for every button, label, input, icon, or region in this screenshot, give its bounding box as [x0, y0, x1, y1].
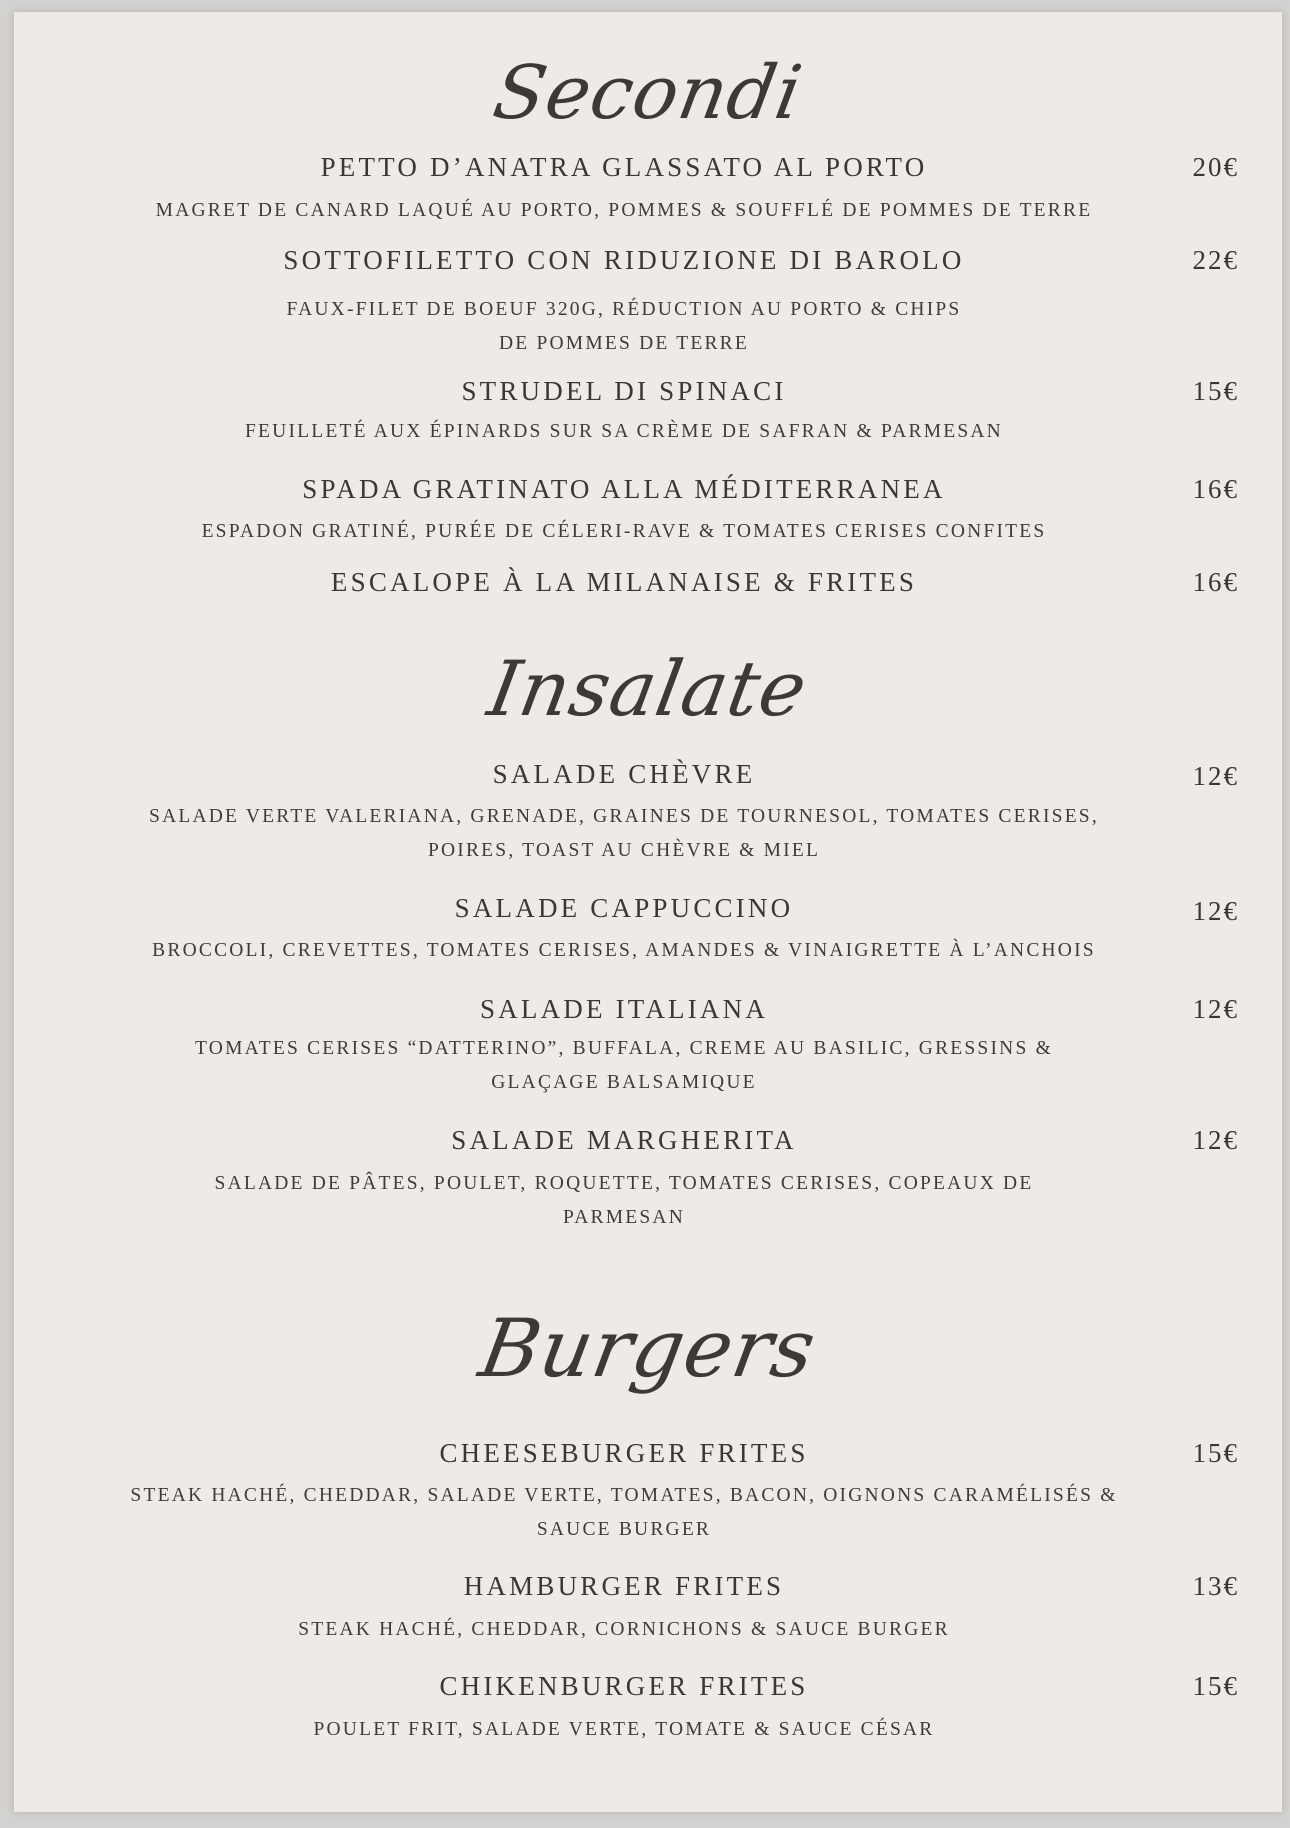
menu-item-price: 12€	[1192, 994, 1239, 1024]
menu-item-description: STEAK HACHÉ, CHEDDAR, SALADE VERTE, TOMATES, BACON, OIGNONS CARAMÉLISÉS & SAUCE BURGER	[130, 1485, 1118, 1540]
menu-page	[14, 12, 1282, 1812]
menu-item-description: FAUX-FILET DE BOEUF 320G, RÉDUCTION AU PORTO & CHIPS DE POMMES DE TERRE	[286, 299, 962, 354]
menu-item-price: 12€	[1192, 1125, 1239, 1155]
menu-item-price: 22€	[1192, 245, 1239, 275]
menu-item-name: SOTTOFILETTO CON RIDUZIONE DI BAROLO	[283, 245, 965, 275]
menu-item-name: SALADE MARGHERITA	[451, 1125, 797, 1155]
menu-item-price: 12€	[1192, 761, 1239, 791]
menu-item-description: FEUILLETÉ AUX ÉPINARDS SUR SA CRÈME DE SAFRAN & PARMESAN	[245, 421, 1003, 442]
menu-item-name: ESCALOPE À LA MILANAISE & FRITES	[330, 567, 918, 597]
menu-item-description: POULET FRIT, SALADE VERTE, TOMATE & SAUCE CÉSAR	[313, 1719, 935, 1740]
menu-item-name: SALADE CAPPUCCINO	[454, 893, 794, 923]
menu-item-description: TOMATES CERISES “DATTERINO”, BUFFALA, CREME AU BASILIC, GRESSINS & GLAÇAGE BALSAMIQUE	[195, 1038, 1053, 1093]
menu-item-price: 16€	[1192, 474, 1239, 504]
menu-item-price: 20€	[1192, 152, 1239, 182]
menu-item-price: 16€	[1192, 567, 1239, 597]
menu-item-name: SALADE CHÈVRE	[492, 759, 756, 789]
menu-item-price: 12€	[1192, 896, 1239, 926]
menu-item-price: 13€	[1192, 1571, 1239, 1601]
menu-item-description: STEAK HACHÉ, CHEDDAR, CORNICHONS & SAUCE BURGER	[298, 1619, 950, 1640]
menu-item-name: SPADA GRATINATO ALLA MÉDITERRANEA	[302, 474, 946, 504]
menu-item-description: BROCCOLI, CREVETTES, TOMATES CERISES, AMANDES & VINAIGRETTE À L’ANCHOIS	[152, 940, 1096, 961]
menu-item-name: CHEESEBURGER FRITES	[439, 1438, 809, 1468]
section-title-insalate: Insalate	[481, 644, 815, 733]
menu-item-name: CHIKENBURGER FRITES	[439, 1671, 809, 1701]
menu-item-name: SALADE ITALIANA	[479, 994, 769, 1024]
menu-item-description: SALADE DE PÂTES, POULET, ROQUETTE, TOMATES CERISES, COPEAUX DE PARMESAN	[214, 1173, 1034, 1228]
menu-item-name: PETTO D’ANATRA GLASSATO AL PORTO	[320, 152, 928, 182]
section-title-burgers: Burgers	[473, 1302, 823, 1395]
menu-item-description: SALADE VERTE VALERIANA, GRENADE, GRAINES DE TOURNESOL, TOMATES CERISES, POIRES, TOAST AU CHÈVRE & MIEL	[149, 806, 1099, 861]
menu-item-description: ESPADON GRATINÉ, PURÉE DE CÉLERI-RAVE & TOMATES CERISES CONFITES	[201, 521, 1047, 542]
menu-item-name: HAMBURGER FRITES	[463, 1571, 785, 1601]
menu-item-price: 15€	[1192, 1671, 1239, 1701]
section-title-secondi: Secondi	[487, 50, 809, 136]
menu-item-description: MAGRET DE CANARD LAQUÉ AU PORTO, POMMES & SOUFFLÉ DE POMMES DE TERRE	[155, 200, 1093, 221]
menu-item-price: 15€	[1192, 1438, 1239, 1468]
menu-item-name: STRUDEL DI SPINACI	[461, 376, 787, 406]
menu-item-price: 15€	[1192, 376, 1239, 406]
